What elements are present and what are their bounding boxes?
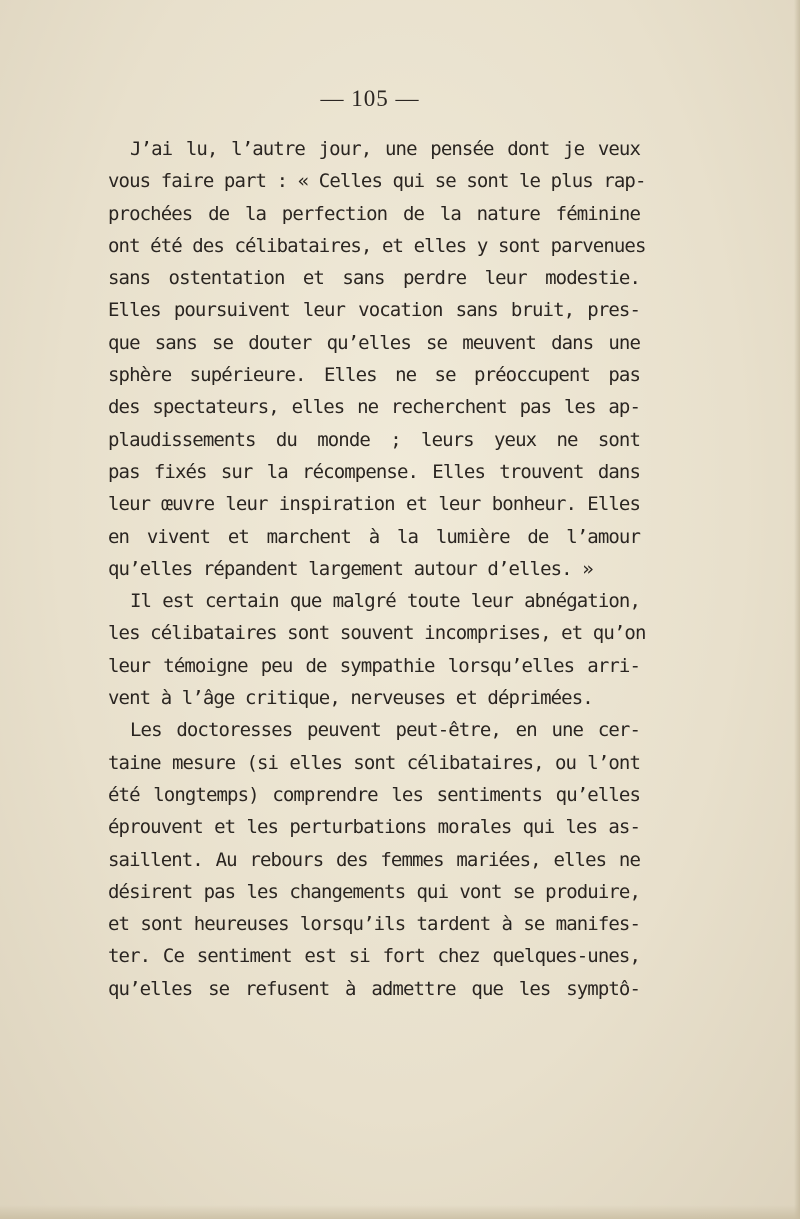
text-line: plaudissements du monde ; leurs yeux ne sont <box>108 428 640 451</box>
text-line: ont été des célibataires, et elles y sont parvenues <box>108 234 646 257</box>
text-line: qu’elles se refusent à admettre que les symptô- <box>108 977 640 1000</box>
text-line: éprouvent et les perturbations morales qui les as- <box>108 816 640 839</box>
text-line: été longtemps) comprendre les sentiments qu’elles <box>108 783 640 806</box>
text-line: ter. Ce sentiment est si fort chez quelques-unes, <box>108 945 640 968</box>
text-line: et sont heureuses lorsqu’ils tardent à se manifes- <box>108 913 640 936</box>
text-line: en vivent et marchent à la lumière de l’amour <box>108 525 640 548</box>
text-line: taine mesure (si elles sont célibataires, ou l’ont <box>108 751 640 774</box>
text-line: J’ai lu, l’autre jour, une pensée dont je veux <box>130 138 640 160</box>
text-line: vent à l’âge critique, nerveuses et déprimées. <box>108 687 593 710</box>
text-line: que sans se douter qu’elles se meuvent dans une <box>108 331 640 354</box>
text-line: Elles poursuivent leur vocation sans bruit, pres- <box>108 299 640 322</box>
text-line: saillent. Au rebours des femmes mariées, elles ne <box>108 848 640 871</box>
page-bottom-shadow <box>0 1205 800 1219</box>
text-line: qu’elles répandent largement autour d’elles. » <box>108 557 593 580</box>
text-line: Il est certain que malgré toute leur abnégation, <box>130 590 640 613</box>
text-line: les célibataires sont souvent incomprises, et qu’on <box>108 622 646 645</box>
text-line: leur témoigne peu de sympathie lorsqu’elles arri- <box>108 654 640 677</box>
text-line: Les doctoresses peuvent peut-être, en une cer- <box>130 719 640 742</box>
text-line: sphère supérieure. Elles ne se préoccupent pas <box>108 364 640 387</box>
text-line: pas fixés sur la récompense. Elles trouvent dans <box>108 460 640 483</box>
text-line: désirent pas les changements qui vont se produire, <box>108 880 640 903</box>
text-line: prochées de la perfection de la nature féminine <box>108 202 640 225</box>
text-line: des spectateurs, elles ne recherchent pas les ap- <box>108 396 640 419</box>
text-line: sans ostentation et sans perdre leur modestie. <box>108 267 640 290</box>
page-edge-shadow <box>794 0 800 1219</box>
page-number: — 105 — <box>320 86 420 111</box>
text-line: leur œuvre leur inspiration et leur bonheur. Elles <box>108 493 640 516</box>
text-line: vous faire part : « Celles qui se sont le plus rap- <box>108 170 646 193</box>
body-text <box>108 133 646 1005</box>
